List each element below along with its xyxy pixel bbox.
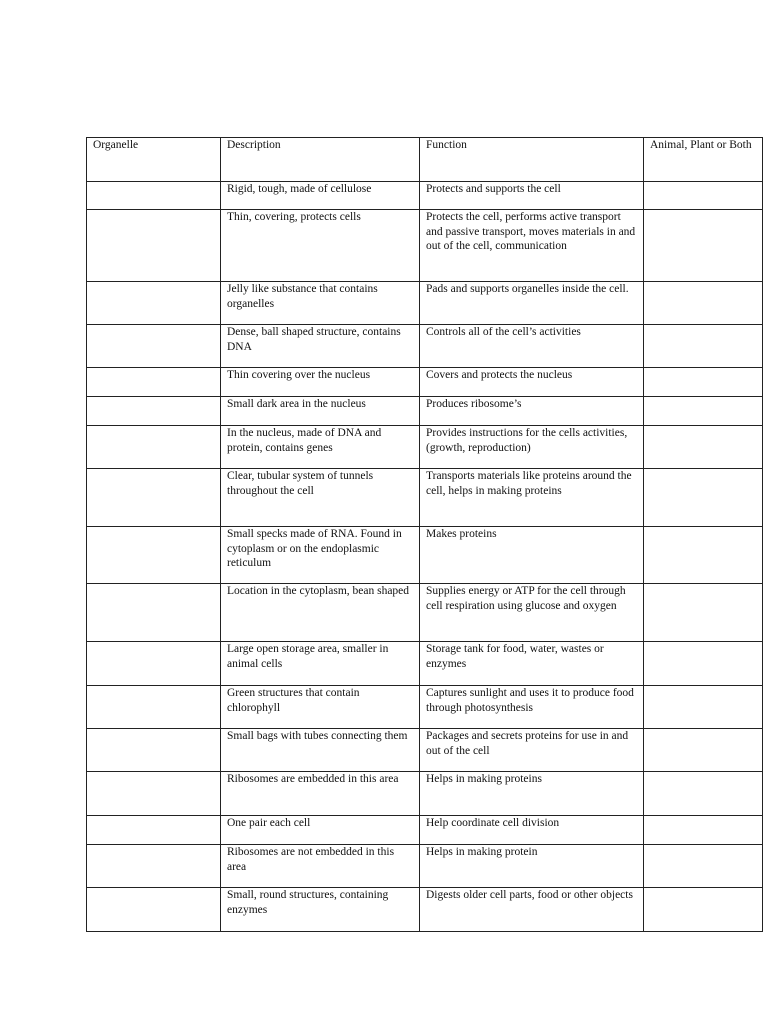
- type-cell: [644, 397, 763, 426]
- table-row: [87, 282, 763, 325]
- description-cell: Small dark area in the nucleus: [221, 397, 420, 426]
- type-cell: [644, 642, 763, 686]
- type-cell: [644, 469, 763, 527]
- type-cell: [644, 888, 763, 932]
- function-cell: Protects and supports the cell: [420, 182, 644, 210]
- function-cell: Helps in making proteins: [420, 772, 644, 816]
- organelle-table: [86, 137, 763, 932]
- type-cell: [644, 686, 763, 729]
- type-cell: [644, 816, 763, 845]
- description-cell: Rigid, tough, made of cellulose: [221, 182, 420, 210]
- description-cell: Large open storage area, smaller in animal cells: [221, 642, 420, 686]
- description-cell: Small specks made of RNA. Found in cytoplasm or on the endoplasmic reticulum: [221, 527, 420, 584]
- table-row: [87, 816, 763, 845]
- function-cell: Makes proteins: [420, 527, 644, 584]
- organelle-cell: [87, 686, 221, 729]
- description-cell: One pair each cell: [221, 816, 420, 845]
- organelle-cell: [87, 469, 221, 527]
- type-cell: [644, 282, 763, 325]
- type-cell: [644, 182, 763, 210]
- header-function: Function: [420, 138, 644, 182]
- organelle-cell: [87, 325, 221, 368]
- organelle-cell: [87, 368, 221, 397]
- function-cell: Packages and secrets proteins for use in and out of the cell: [420, 729, 644, 772]
- organelle-cell: [87, 210, 221, 282]
- table-row: [87, 426, 763, 469]
- organelle-cell: [87, 729, 221, 772]
- description-cell: In the nucleus, made of DNA and protein, contains genes: [221, 426, 420, 469]
- organelle-cell: [87, 397, 221, 426]
- description-cell: Thin, covering, protects cells: [221, 210, 420, 282]
- organelle-cell: [87, 282, 221, 325]
- function-cell: Captures sunlight and uses it to produce food through photosynthesis: [420, 686, 644, 729]
- function-cell: Transports materials like proteins around the cell, helps in making proteins: [420, 469, 644, 527]
- description-cell: Ribosomes are embedded in this area: [221, 772, 420, 816]
- description-cell: Green structures that contain chlorophyll: [221, 686, 420, 729]
- header-animal-plant-both: Animal, Plant or Both: [644, 138, 763, 182]
- organelle-cell: [87, 527, 221, 584]
- description-cell: Small, round structures, containing enzymes: [221, 888, 420, 932]
- function-cell: Supplies energy or ATP for the cell through cell respiration using glucose and oxygen: [420, 584, 644, 642]
- table-row: [87, 368, 763, 397]
- type-cell: [644, 368, 763, 397]
- table-row: [87, 182, 763, 210]
- type-cell: [644, 584, 763, 642]
- function-cell: Covers and protects the nucleus: [420, 368, 644, 397]
- table-row: [87, 584, 763, 642]
- function-cell: Helps in making protein: [420, 845, 644, 888]
- function-cell: Produces ribosome’s: [420, 397, 644, 426]
- type-cell: [644, 426, 763, 469]
- function-cell: Pads and supports organelles inside the cell.: [420, 282, 644, 325]
- header-organelle: Organelle: [87, 138, 221, 182]
- table-row: [87, 210, 763, 282]
- function-cell: Digests older cell parts, food or other objects: [420, 888, 644, 932]
- description-cell: Jelly like substance that contains organelles: [221, 282, 420, 325]
- table-row: [87, 888, 763, 932]
- table-row: [87, 325, 763, 368]
- type-cell: [644, 210, 763, 282]
- table-row: [87, 845, 763, 888]
- table-row: [87, 729, 763, 772]
- function-cell: Help coordinate cell division: [420, 816, 644, 845]
- function-cell: Provides instructions for the cells activities, (growth, reproduction): [420, 426, 644, 469]
- table-row: [87, 469, 763, 527]
- organelle-cell: [87, 584, 221, 642]
- table-body: [87, 182, 763, 932]
- type-cell: [644, 772, 763, 816]
- description-cell: Small bags with tubes connecting them: [221, 729, 420, 772]
- organelle-cell: [87, 888, 221, 932]
- description-cell: Ribosomes are not embedded in this area: [221, 845, 420, 888]
- type-cell: [644, 729, 763, 772]
- description-cell: Dense, ball shaped structure, contains DNA: [221, 325, 420, 368]
- organelle-cell: [87, 816, 221, 845]
- table-row: [87, 686, 763, 729]
- table-header-row: [87, 138, 763, 182]
- header-description: Description: [221, 138, 420, 182]
- organelle-cell: [87, 426, 221, 469]
- description-cell: Location in the cytoplasm, bean shaped: [221, 584, 420, 642]
- type-cell: [644, 325, 763, 368]
- description-cell: Thin covering over the nucleus: [221, 368, 420, 397]
- function-cell: Controls all of the cell’s activities: [420, 325, 644, 368]
- table-row: [87, 397, 763, 426]
- function-cell: Storage tank for food, water, wastes or enzymes: [420, 642, 644, 686]
- table-row: [87, 527, 763, 584]
- function-cell: Protects the cell, performs active transport and passive transport, moves materials in and out of the cell, communication: [420, 210, 644, 282]
- organelle-cell: [87, 845, 221, 888]
- table-row: [87, 642, 763, 686]
- organelle-cell: [87, 642, 221, 686]
- description-cell: Clear, tubular system of tunnels throughout the cell: [221, 469, 420, 527]
- type-cell: [644, 845, 763, 888]
- type-cell: [644, 527, 763, 584]
- organelle-cell: [87, 182, 221, 210]
- organelle-cell: [87, 772, 221, 816]
- table-row: [87, 772, 763, 816]
